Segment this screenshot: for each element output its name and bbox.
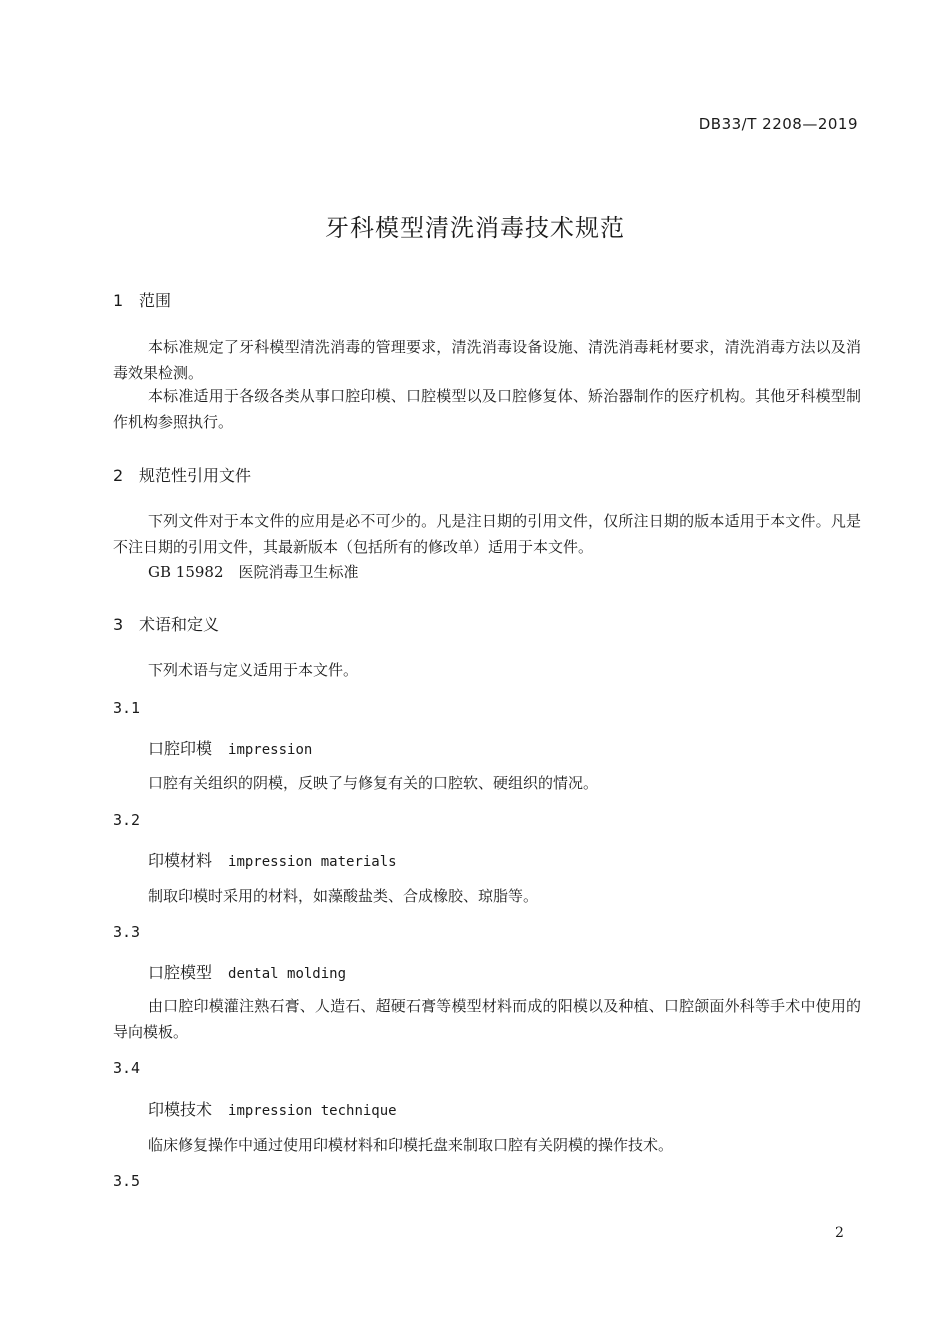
section-title: 术语和定义 [139,615,220,634]
section-number: 1 [113,291,124,310]
term-zh: 印模技术 [148,1100,213,1119]
term-entry [148,736,312,759]
term-number: 3.4 [113,1059,141,1077]
term-zh: 口腔模型 [148,963,213,982]
section-title: 范围 [139,291,172,310]
section-heading-1 [113,288,171,311]
term-definition: 口腔有关组织的阴模，反映了与修复有关的口腔软、硬组织的情况。 [148,774,599,792]
term-number: 3.3 [113,923,141,941]
term-definition: 制取印模时采用的材料，如藻酸盐类、合成橡胶、琼脂等。 [148,887,539,905]
paragraph: 本标准适用于各级各类从事口腔印模、口腔模型以及口腔修复体、矫治器制作的医疗机构。其他牙科模型制作机构参照执行。 [113,387,861,431]
term-en: impression materials [228,854,397,870]
term-zh: 口腔印模 [148,739,213,758]
term-en: dental molding [228,966,347,982]
section-number: 2 [113,466,124,485]
term-entry [148,960,346,983]
term-zh: 印模材料 [148,851,213,870]
term-number: 3.5 [113,1172,141,1190]
term-entry [148,848,397,871]
section-intro: 下列术语与定义适用于本文件。 [148,661,359,679]
document-title: 牙科模型清洗消毒技术规范 [325,214,625,242]
term-en: impression technique [228,1103,397,1119]
term-number: 3.1 [113,699,141,717]
section-heading-2 [113,463,251,486]
document-code: DB33/T 2208—2019 [698,115,858,133]
paragraph: 下列文件对于本文件的应用是必不可少的。凡是注日期的引用文件，仅所注日期的版本适用于本文件。凡是不注日期的引用文件，其最新版本（包括所有的修改单）适用于本文件。 [113,512,861,556]
term-definition: 临床修复操作中通过使用印模材料和印模托盘来制取口腔有关阴模的操作技术。 [148,1136,674,1154]
term-en: impression [228,742,313,758]
section-heading-3 [113,612,219,635]
section-title: 规范性引用文件 [139,466,252,485]
term-number: 3.2 [113,811,141,829]
term-definition: 由口腔印模灌注熟石膏、人造石、超硬石膏等模型材料而成的阳模以及种植、口腔颌面外科等手术中使用的导向模板。 [113,997,861,1041]
paragraph: 本标准规定了牙科模型清洗消毒的管理要求，清洗消毒设备设施、清洗消毒耗材要求，清洗消毒方法以及消毒效果检测。 [113,338,861,382]
reference-item: GB 15982 医院消毒卫生标准 [148,563,359,581]
page-number: 2 [835,1225,844,1241]
section-number: 3 [113,615,124,634]
term-entry [148,1097,397,1120]
